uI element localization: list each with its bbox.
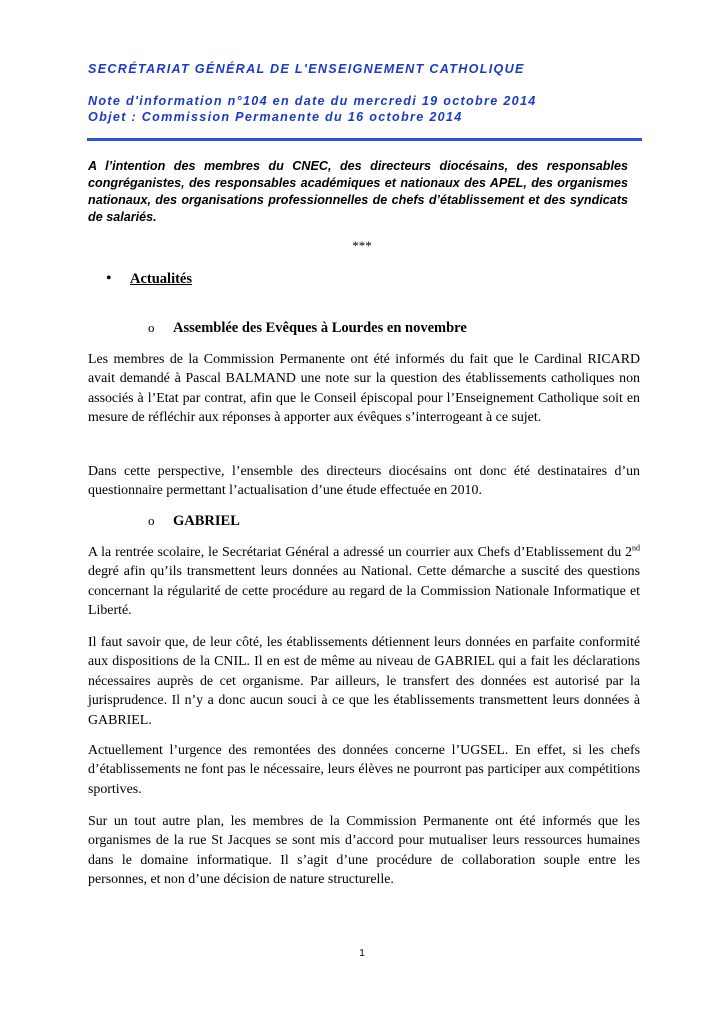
subsection-heading-2 [148, 513, 240, 530]
header-divider [87, 138, 642, 141]
body-paragraph-4: Il faut savoir que, de leur côté, les établissements détiennent leurs données en parfaite conformité aux dispositions de la CNIL. Il en est de même au niveau de GABRIEL qui a fait les déclarations nécessaires auprès de cet organisme. Par ailleurs, le transfert des données est autorisé par la jurisprudence. Il n’y a donc aucun souci à ce que les établissements transmettent leurs données à GABRIEL. [88, 635, 640, 728]
superscript: nd [632, 543, 640, 553]
subsection-heading-1 [148, 320, 467, 337]
subsection-title: GABRIEL [173, 513, 240, 529]
circle-bullet-icon: o [148, 513, 155, 528]
note-line: Note d'information n°104 en date du mercredi 19 octobre 2014 [88, 94, 537, 108]
intro-paragraph: A l’intention des membres du CNEC, des directeurs diocésains, des responsables congréganistes, des responsables académiques et nationaux des APEL, des organismes nationaux, des organisations professionnelles de chefs d’établissement et des syndicats de salariés. [88, 159, 628, 224]
separator: *** [352, 238, 372, 253]
body-paragraph-5: Actuellement l’urgence des remontées des données concerne l’UGSEL. En effet, si les chefs d’établissements ne font pas le nécessaire, leurs élèves ne pourront pas participer aux compétitions sportives. [88, 743, 640, 797]
paragraph-text: A la rentrée scolaire, le Secrétariat Général a adressé un courrier aux Chefs d’Etablissement du 2 [88, 545, 632, 560]
circle-bullet-icon: o [148, 320, 155, 335]
body-paragraph-1: Les membres de la Commission Permanente ont été informés du fait que le Cardinal RICARD avait demandé à Pascal BALMAND une note sur la question des établissements catholiques non associés à l’Etat par contrat, afin que le Conseil épiscopal pour l’Enseignement Catholique soit en mesure de réfléchir aux réponses à apporter aux évêques s’interrogeant à ce sujet. [88, 352, 640, 426]
body-paragraph-6: Sur un tout autre plan, les membres de la Commission Permanente ont été informés que les organismes de la rue St Jacques se sont mis d’accord pour mutualiser leurs ressources humaines dans le domaine informatique. Il s’agit d’une procédure de collaboration souple entre les personnes, et non d’une décision de nature structurelle. [88, 814, 640, 888]
org-title: SECRÉTARIAT GÉNÉRAL DE L'ENSEIGNEMENT CATHOLIQUE [88, 62, 525, 76]
page-number: 1 [359, 948, 365, 959]
body-paragraph-3 [88, 543, 640, 621]
body-paragraph-2: Dans cette perspective, l’ensemble des directeurs diocésains ont donc été destinataires d’un questionnaire permettant l’actualisation d’une étude effectuée en 2010. [88, 464, 640, 499]
section-title: Actualités [130, 271, 193, 287]
paragraph-text: degré afin qu’ils transmettent leurs données au National. Cette démarche a suscité des questions concernant la régularité de cette procédure au regard de la Commission Nationale Informatique et Liberté. [88, 564, 640, 619]
bullet-icon: • [106, 270, 112, 287]
subsection-title: Assemblée des Evêques à Lourdes en novembre [173, 320, 467, 336]
subject-line: Objet : Commission Permanente du 16 octobre 2014 [88, 110, 463, 124]
section-heading [106, 270, 192, 288]
